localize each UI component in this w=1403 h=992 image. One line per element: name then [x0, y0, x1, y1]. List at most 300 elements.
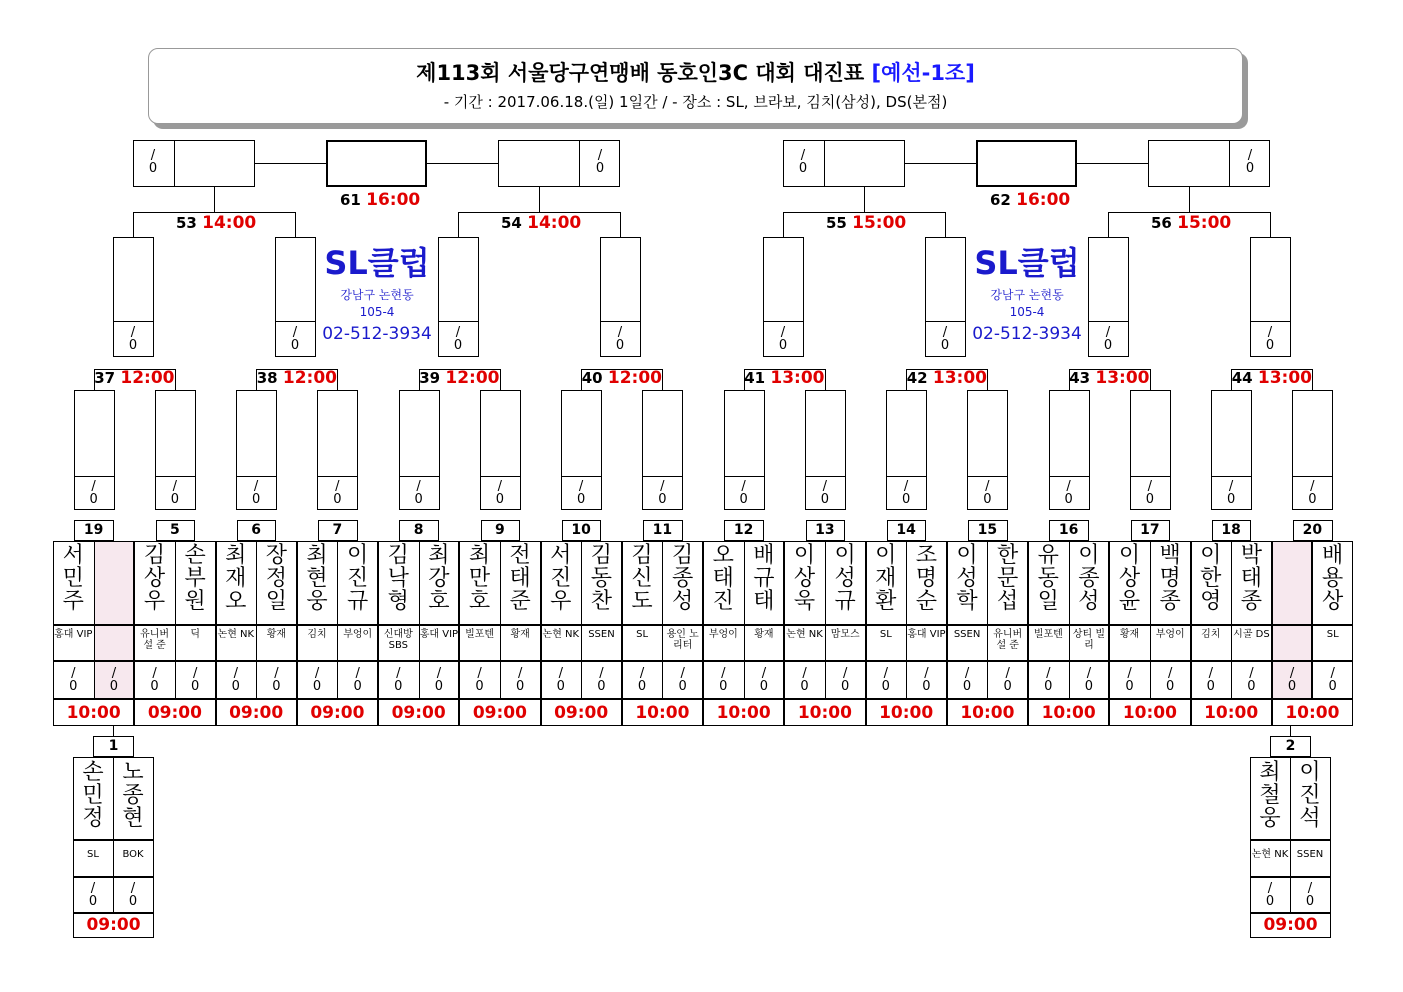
slot-divider [763, 321, 804, 322]
club-text: 홍대 VIP [419, 629, 459, 640]
ad-phone: 02-512-3934 [972, 324, 1082, 344]
connector-line [945, 212, 946, 237]
match-time: 12:00 [120, 368, 175, 388]
score-value: 0 [1305, 894, 1315, 909]
player-name-text: 전태준 [509, 543, 531, 614]
player-name [912, 544, 940, 613]
score-value: 0 [881, 679, 890, 694]
cell-divider [987, 661, 988, 699]
score-cell [894, 480, 918, 506]
score-slash: / [639, 666, 645, 681]
club-text: 황재 [510, 629, 530, 640]
slot-divider [399, 476, 440, 477]
score-slash: / [1167, 666, 1173, 681]
score-cell [183, 667, 207, 693]
score-slash: / [660, 479, 665, 494]
ad-address-number: 105-4 [1009, 305, 1045, 319]
score-slash: / [1307, 881, 1313, 896]
score-slash: / [761, 666, 767, 681]
match-label [1069, 369, 1149, 387]
score-value: 0 [615, 338, 625, 353]
match-time: 12:00 [607, 368, 662, 388]
cell-divider [1231, 661, 1232, 699]
score-slash: / [335, 479, 340, 494]
score-slash: / [599, 666, 604, 681]
player-name-text: 한문섭 [997, 543, 1019, 614]
club-name [947, 629, 987, 640]
score-value: 0 [251, 492, 261, 507]
score-cell [264, 667, 288, 693]
player-name-text: 손민정 [82, 760, 104, 831]
score-slash: / [883, 666, 888, 681]
title-tag: [예선-1조] [871, 61, 975, 85]
club-text: 부엉이 [343, 629, 373, 640]
player-name-text: 최만호 [468, 543, 491, 614]
score-value: 0 [1265, 338, 1275, 353]
match-label [826, 214, 906, 232]
cell-divider [1229, 140, 1230, 187]
score-value: 0 [1328, 679, 1337, 694]
club-text: 빌포텐 [1033, 629, 1063, 640]
score-value: 0 [353, 679, 362, 694]
match-number: 14 [896, 522, 916, 538]
score-cell [813, 480, 837, 506]
score-value: 0 [453, 338, 463, 353]
bracket-line [427, 163, 498, 164]
match-number: 17 [1140, 522, 1160, 538]
club-name [1313, 629, 1353, 640]
cell-divider [256, 661, 257, 699]
player-name [141, 544, 169, 613]
empty-slot [94, 625, 135, 661]
slot-divider [561, 476, 602, 477]
score-cell [121, 326, 145, 352]
match-number: 10 [571, 522, 591, 538]
score-value: 0 [69, 679, 78, 694]
score-slash: / [1267, 881, 1273, 896]
slot-divider [1250, 321, 1291, 322]
score-value: 0 [901, 492, 911, 507]
cell-divider [175, 661, 176, 699]
slot-divider [480, 476, 521, 477]
score-slash: / [152, 666, 157, 681]
score-cell [143, 667, 167, 693]
match-time: 10:00 [1122, 703, 1177, 723]
cell-divider [94, 625, 95, 661]
score-cell [427, 667, 451, 693]
score-slash: / [90, 881, 96, 896]
score-cell [671, 667, 695, 693]
club-text: 황재 [266, 629, 287, 640]
player-name [669, 544, 697, 613]
player-name-text: 조명순 [915, 543, 938, 614]
bracket-line [1077, 163, 1148, 164]
club-name [825, 629, 865, 640]
score-slash: / [1208, 666, 1213, 681]
cell-divider [1290, 757, 1291, 840]
score-cell [1036, 667, 1060, 693]
match-number: 41 [744, 369, 771, 387]
club-name [1191, 629, 1231, 640]
match-number: 6 [251, 522, 261, 538]
match-time: 10:00 [716, 703, 771, 723]
cell-divider [662, 541, 663, 625]
score-value: 0 [312, 679, 322, 694]
player-name [1197, 544, 1225, 613]
club-name [500, 629, 540, 640]
score-value: 0 [1145, 492, 1155, 507]
score-value: 0 [88, 894, 98, 909]
match-number: 38 [256, 369, 283, 387]
player-name [344, 544, 372, 613]
score-value: 0 [1084, 679, 1094, 694]
club-name [622, 629, 662, 640]
club-name [419, 629, 459, 640]
club-text: SL [879, 629, 892, 640]
score-cell [791, 149, 815, 175]
score-slash: / [1228, 479, 1234, 494]
score-cell [244, 480, 268, 506]
score-cell [1077, 667, 1101, 693]
ad-address: 강남구 논현동 [990, 288, 1064, 302]
score-cell [874, 667, 898, 693]
score-value: 0 [658, 492, 667, 507]
club-text: 시골 DS [1233, 629, 1270, 640]
club-name [378, 629, 418, 651]
score-value: 0 [940, 338, 950, 353]
club-name [1028, 629, 1068, 640]
score-cell [325, 480, 349, 506]
cell-divider [825, 661, 826, 699]
match-number: 20 [1302, 522, 1323, 538]
score-cell [81, 882, 105, 908]
score-value: 0 [231, 679, 240, 694]
club-name [297, 629, 337, 640]
score-slash: / [780, 325, 786, 340]
club-name [135, 629, 175, 651]
cell-divider [1069, 541, 1070, 625]
match-label [1232, 369, 1312, 387]
player-name-text: 최강호 [428, 543, 450, 614]
match-number: 62 [990, 191, 1017, 209]
slot-divider [1292, 476, 1333, 477]
score-slash: / [436, 666, 442, 681]
player-name-text: 이성학 [956, 543, 978, 614]
bracket-line [905, 163, 976, 164]
club-text: 맘모스 [830, 629, 860, 640]
slot-divider [724, 476, 765, 477]
match-number: 16 [1058, 522, 1079, 538]
club-name [785, 629, 825, 640]
match-time: 13:00 [1257, 368, 1312, 388]
club-text: BOK [122, 849, 144, 860]
ad-phone: 02-512-3934 [322, 324, 432, 344]
club-text: SL [87, 849, 99, 860]
score-value: 0 [1245, 161, 1255, 176]
cell-divider [906, 541, 907, 625]
match-number: 12 [733, 522, 754, 538]
player-name-text: 유동일 [1037, 543, 1059, 614]
score-cell [407, 480, 431, 506]
cell-divider [256, 541, 257, 625]
score-value: 0 [637, 679, 647, 694]
match-number: 18 [1221, 522, 1241, 538]
empty-slot [1272, 625, 1313, 661]
player-name-text: 이한영 [1200, 543, 1222, 614]
score-value: 0 [1247, 679, 1256, 694]
score-slash: / [1046, 666, 1051, 681]
match-number: 2 [1285, 738, 1296, 754]
score-slash: / [150, 148, 156, 163]
score-cell [1057, 480, 1081, 506]
score-cell [1321, 667, 1345, 693]
score-cell [163, 480, 187, 506]
score-slash: / [617, 325, 623, 340]
score-cell [1280, 667, 1304, 693]
match-number: 19 [83, 522, 104, 538]
score-slash: / [396, 666, 401, 681]
club-name [53, 629, 93, 640]
score-value: 0 [595, 161, 605, 176]
player-name-text: 김동찬 [590, 543, 613, 614]
player-name [222, 544, 250, 613]
player-name-text: 서민주 [62, 543, 84, 614]
club-name [460, 629, 500, 640]
club-text: SL [1326, 629, 1339, 640]
score-slash: / [964, 666, 970, 681]
score-slash: / [741, 479, 746, 494]
player-name [1296, 761, 1324, 830]
player-name-text: 손부원 [184, 543, 206, 614]
slot-divider [236, 476, 277, 477]
cell-divider [500, 541, 501, 625]
cell-divider [581, 541, 582, 625]
match-time: 10:00 [1285, 703, 1340, 723]
player-name-text: 박태종 [1240, 543, 1263, 614]
player-name-text: 최철웅 [1259, 760, 1281, 831]
player-name [872, 544, 900, 613]
match-time: 10:00 [879, 703, 934, 723]
match-number: 37 [94, 369, 121, 387]
score-value: 0 [516, 679, 525, 694]
score-slash: / [842, 666, 848, 681]
match-number: 54 [501, 214, 528, 232]
cell-divider [1150, 541, 1151, 625]
match-time: 09:00 [229, 703, 284, 723]
score-cell [914, 667, 938, 693]
score-value: 0 [394, 679, 403, 694]
player-name [59, 544, 87, 613]
match-time: 13:00 [932, 368, 987, 388]
score-cell [1138, 480, 1162, 506]
title-text: 제113회 서울당구연맹배 동호인3C 대회 대진표 [416, 61, 865, 85]
match-label [1151, 214, 1231, 232]
connector-line [1150, 369, 1151, 390]
cell-divider [579, 140, 580, 187]
connector-line [987, 369, 988, 390]
score-cell [1239, 667, 1263, 693]
score-slash: / [416, 479, 421, 494]
score-slash: / [233, 666, 238, 681]
score-slash: / [800, 148, 806, 163]
score-cell [549, 667, 573, 693]
score-value: 0 [719, 679, 728, 694]
score-slash: / [1330, 666, 1335, 681]
score-value: 0 [148, 161, 158, 176]
score-cell [630, 667, 654, 693]
score-value: 0 [597, 679, 606, 694]
score-cell [468, 667, 492, 693]
player-name [262, 544, 290, 613]
score-slash: / [130, 881, 136, 896]
score-value: 0 [739, 492, 748, 507]
match-time: 10:00 [635, 703, 690, 723]
score-cell [1118, 667, 1142, 693]
score-value: 0 [290, 338, 300, 353]
match-number: 56 [1151, 214, 1178, 232]
score-slash: / [924, 666, 929, 681]
score-slash: / [130, 325, 136, 340]
score-value: 0 [1166, 679, 1175, 694]
club-name [866, 629, 906, 640]
score-value: 0 [495, 492, 505, 507]
score-cell [833, 667, 857, 693]
match-time: 09:00 [472, 703, 527, 723]
club-text: 홍대 VIP [907, 629, 946, 640]
match-number: 13 [815, 522, 835, 538]
cell-divider [337, 661, 338, 699]
match-time: 12:00 [445, 368, 500, 388]
club-text: 부엉이 [708, 629, 738, 640]
club-text: 신대방 SBS [383, 629, 413, 651]
match-time: 10:00 [1204, 703, 1259, 723]
score-slash: / [680, 666, 685, 681]
club-text: 논현 NK [1251, 849, 1289, 860]
player-name [181, 544, 209, 613]
club-name [1290, 849, 1330, 860]
score-cell [305, 667, 329, 693]
cell-divider [94, 541, 95, 625]
club-name [703, 629, 743, 640]
score-cell [793, 667, 817, 693]
match-label [582, 369, 662, 387]
bracket-line [864, 187, 865, 212]
cell-divider [1231, 541, 1232, 625]
club-name [541, 629, 581, 640]
match-label [990, 191, 1070, 209]
slot-divider [642, 476, 683, 477]
club-name [1250, 849, 1290, 860]
cell-divider [113, 757, 114, 840]
match-time: 14:00 [202, 213, 257, 233]
score-value: 0 [128, 894, 138, 909]
score-value: 0 [800, 679, 809, 694]
score-value: 0 [1287, 679, 1297, 694]
score-value: 0 [678, 679, 687, 694]
cell-divider [1150, 661, 1151, 699]
player-name [303, 544, 331, 613]
score-slash: / [292, 325, 298, 340]
score-value: 0 [475, 679, 484, 694]
connector-line [620, 212, 621, 237]
match-number: 61 [340, 191, 367, 209]
score-value: 0 [962, 679, 972, 694]
score-value: 0 [333, 492, 342, 507]
player-name-text: 장정일 [265, 543, 288, 614]
match-time: 09:00 [1263, 915, 1318, 935]
score-cell [386, 667, 410, 693]
player-name-text: 이성규 [834, 543, 856, 614]
slot-divider [1130, 476, 1171, 477]
cell-divider [1290, 877, 1291, 913]
score-cell [589, 667, 613, 693]
score-slash: / [1127, 666, 1132, 681]
score-value: 0 [841, 679, 850, 694]
connector-line [825, 369, 826, 390]
slot-divider [1049, 476, 1090, 477]
connector-line [295, 212, 296, 237]
score-value: 0 [1125, 679, 1134, 694]
player-name-text: 최현웅 [306, 543, 328, 614]
score-slash: / [1147, 479, 1153, 494]
club-text: SSEN [953, 629, 981, 640]
score-slash: / [71, 666, 76, 681]
cell-divider [337, 541, 338, 625]
club-text: 상티 빌리 [1072, 629, 1106, 651]
score-slash: / [455, 325, 461, 340]
score-slash: / [1247, 148, 1253, 163]
player-name-text: 이종성 [1078, 543, 1100, 614]
score-value: 0 [759, 679, 769, 694]
match-label [176, 214, 256, 232]
connector-line [500, 369, 501, 390]
score-slash: / [802, 666, 807, 681]
match-time: 15:00 [852, 213, 907, 233]
score-value: 0 [1226, 492, 1236, 507]
cell-divider [175, 541, 176, 625]
connector-line [1108, 212, 1109, 237]
cell-divider [419, 541, 420, 625]
player-name [547, 544, 575, 613]
club-text: SL [636, 629, 649, 640]
slot-divider [886, 476, 927, 477]
match-label [744, 369, 824, 387]
player-name [506, 544, 534, 613]
score-slash: / [1267, 325, 1273, 340]
score-cell [1238, 149, 1262, 175]
club-name [1110, 629, 1150, 640]
match-number: 9 [495, 522, 505, 538]
score-slash: / [192, 666, 198, 681]
score-cell [61, 667, 85, 693]
club-name [338, 629, 378, 640]
club-text: SSEN [1296, 849, 1324, 860]
cell-divider [174, 140, 175, 187]
score-slash: / [1289, 666, 1295, 681]
score-cell [346, 667, 370, 693]
score-slash: / [477, 666, 482, 681]
club-text: 딕 [190, 629, 201, 640]
slot-divider [113, 321, 154, 322]
club-text: 홍대 VIP [54, 629, 93, 640]
player-name [587, 544, 615, 613]
ad-address-number: 105-4 [359, 305, 395, 319]
cell-divider [94, 661, 95, 699]
player-name-text: 백명종 [1159, 543, 1181, 614]
score-slash: / [1249, 666, 1254, 681]
cell-divider [744, 541, 745, 625]
player-name-text: 최재오 [225, 543, 247, 614]
